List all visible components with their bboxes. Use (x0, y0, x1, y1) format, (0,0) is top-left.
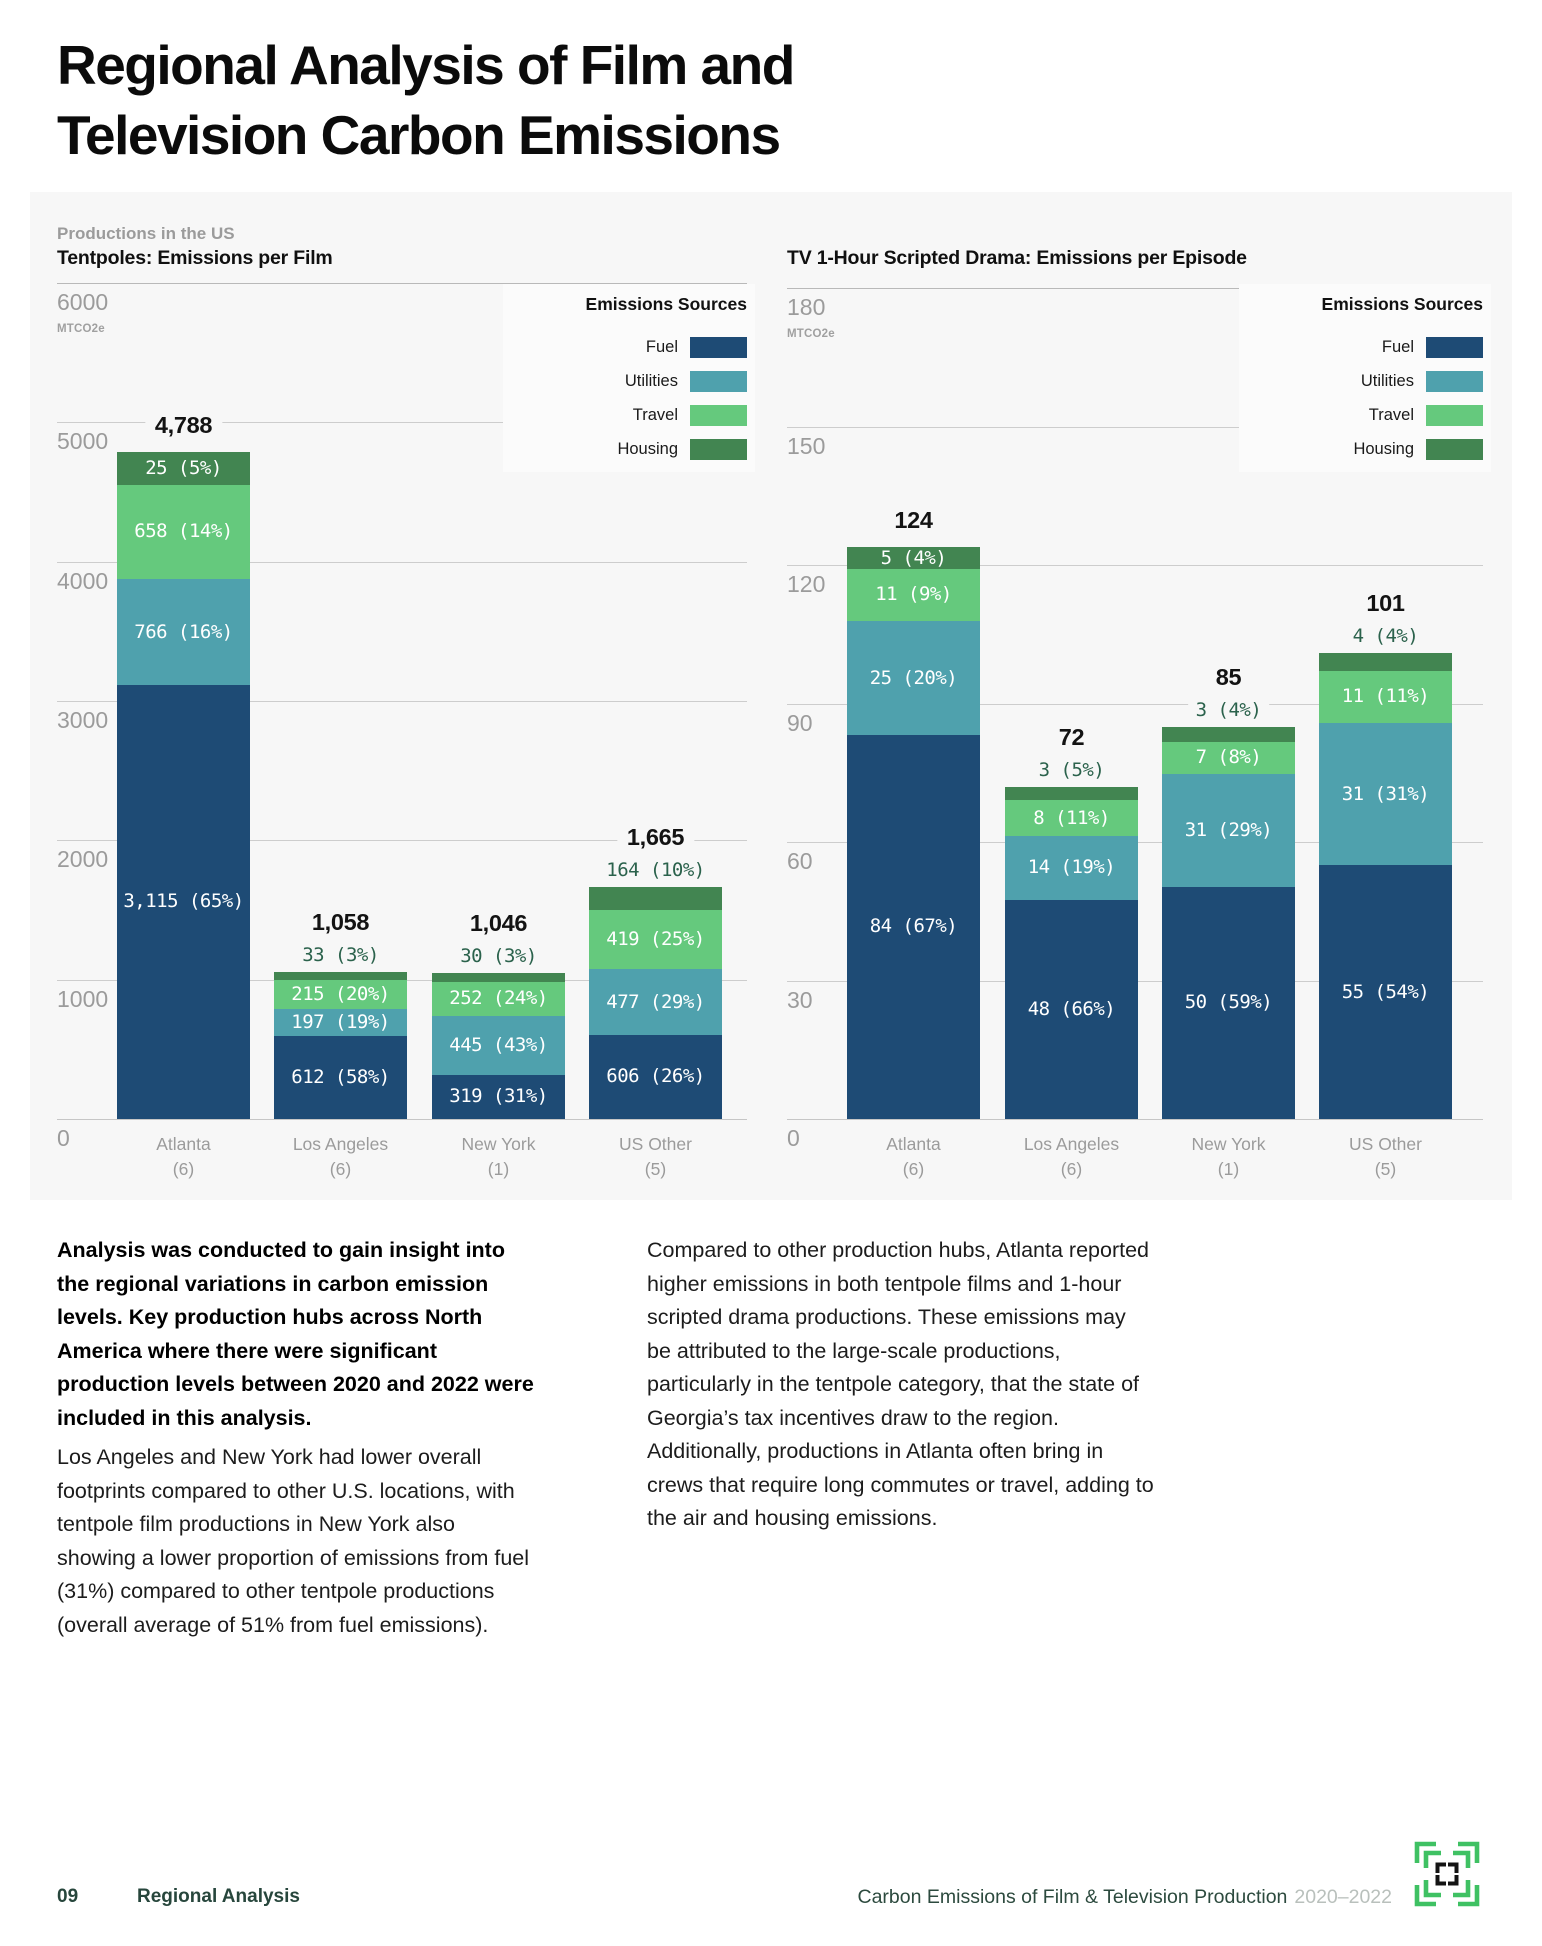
legend (447, 286, 747, 470)
legend-item-label: Travel (632, 406, 678, 424)
bar-total-label: 101 (1356, 589, 1414, 617)
bar-segment-housing (274, 972, 407, 981)
legend-swatch-housing (690, 439, 747, 460)
y-axis-tick-label: 60 (787, 848, 813, 874)
x-axis-category-label: New York (1) (1191, 1134, 1266, 1179)
bar-segment-label: 445 (43%) (449, 1033, 548, 1056)
legend-item-utilities (1361, 371, 1483, 392)
x-axis-category-label: US Other (5) (619, 1134, 692, 1179)
bar-segment-label: 477 (29%) (606, 990, 705, 1013)
body-paragraph-atlanta: Compared to other production hubs, Atlanta reported higher emissions in both tentpole films and 1-hour scripted drama productions. These emissions may be attributed to the large-scale productions, particularly in the tentpole category, that the state of Georgia’s tax incentives draw to the region. Additionally, productions in Atlanta often bring in crews that require long commutes or travel, adding to the air and housing emissions. (647, 1238, 1154, 1530)
bar-segment-label: 252 (24%) (449, 986, 548, 1009)
y-axis-tick-label: 0 (787, 1125, 800, 1151)
bar-segment-label: 5 (4%) (880, 546, 947, 569)
legend-swatch-fuel (690, 337, 747, 358)
y-axis-tick-label: 4000 (57, 567, 109, 594)
legend-swatch-travel (1426, 405, 1483, 426)
y-axis-tick-label: 2000 (57, 846, 109, 873)
legend-item-label: Travel (1368, 406, 1414, 424)
page-title (57, 30, 794, 170)
bar-housing-label: 3 (5%) (1031, 757, 1113, 783)
bar-segment-housing (432, 973, 565, 982)
legend (1183, 286, 1483, 470)
body-paragraph-la-ny: Los Angeles and New York had lower overall footprints compared to other U.S. locations, with tentpole film productions in New York also showing a lower proportion of emissions from fuel (31%) compared to other tentpole productions (overall average of 51% from fuel emissions). (57, 1445, 530, 1637)
footer-page-number: 09 (57, 1886, 79, 1907)
bar-segment-label: 31 (31%) (1341, 782, 1430, 805)
legend-item-housing (1353, 439, 1483, 460)
bar-segment-housing (1005, 787, 1138, 800)
x-axis-category-label: Los Angeles (6) (292, 1134, 389, 1179)
bar-total-label: 124 (884, 506, 942, 534)
legend-swatch-travel (690, 405, 747, 426)
legend-item-label: Fuel (645, 338, 678, 356)
x-axis-category-label: Atlanta (6) (156, 1134, 211, 1179)
bar-segment-label: 11 (9%) (875, 583, 952, 606)
y-axis-tick-label: 150 (787, 432, 826, 459)
legend-item-label: Housing (617, 440, 678, 458)
bar-housing-label: 3 (4%) (1188, 697, 1270, 723)
bar-segment-label: 14 (19%) (1027, 856, 1116, 879)
bar-segment-label: 55 (54%) (1341, 980, 1430, 1003)
bar-total-label: 72 (1049, 723, 1095, 751)
legend-swatch-fuel (1426, 337, 1483, 358)
bar-segment-label: 48 (66%) (1027, 997, 1116, 1020)
bar-segment-label: 31 (29%) (1184, 818, 1273, 841)
legend-item-label: Utilities (624, 372, 678, 390)
bar-segment-label: 7 (8%) (1195, 746, 1262, 769)
y-axis-unit-label: MTCO2e (57, 323, 105, 335)
gridline (57, 1119, 747, 1120)
bar-segment-label: 658 (14%) (134, 520, 233, 543)
legend-item-housing (617, 439, 747, 460)
y-axis-unit-label: MTCO2e (787, 328, 835, 340)
legend-swatch-utilities (690, 371, 747, 392)
legend-item-label: Housing (1353, 440, 1414, 458)
bar-segment-label: 3,115 (65%) (123, 890, 244, 913)
bar-segment-housing (1319, 653, 1452, 672)
legend-item-travel (1369, 405, 1483, 426)
bar-total-label: 1,058 (302, 908, 379, 936)
bar-housing-label: 164 (10%) (598, 857, 712, 883)
bar-segment-label: 84 (67%) (869, 915, 958, 938)
bar-segment-label: 766 (16%) (134, 620, 233, 643)
y-axis-tick-label: 30 (787, 986, 813, 1013)
page-title-line2: Television Carbon Emissions (57, 104, 780, 166)
x-axis-category-label: US Other (5) (1349, 1134, 1422, 1179)
viewfinder-frame-logo-icon (1414, 1841, 1480, 1907)
bar-segment-label: 25 (5%) (145, 456, 222, 479)
x-axis-category-label: New York (1) (461, 1134, 536, 1179)
footer-doc-title (857, 1886, 1392, 1909)
legend-item-travel (633, 405, 747, 426)
legend-item-fuel (646, 337, 747, 358)
bar-segment-label: 11 (11%) (1341, 685, 1430, 708)
bar-housing-label: 4 (4%) (1345, 623, 1427, 649)
bar-segment-label: 8 (11%) (1033, 806, 1110, 829)
bar-segment-housing (589, 887, 722, 910)
bar-segment-label: 50 (59%) (1184, 991, 1273, 1014)
legend-swatch-housing (1426, 439, 1483, 460)
y-axis-tick-label: 3000 (57, 707, 109, 733)
legend-title: Emissions Sources (585, 294, 747, 314)
footer-doc-title-text: Carbon Emissions of Film & Television Production (857, 1886, 1288, 1908)
page-title-line1: Regional Analysis of Film and (57, 34, 794, 96)
bar-segment-label: 197 (19%) (291, 1010, 390, 1033)
bar-segment-label: 215 (20%) (291, 983, 390, 1006)
y-axis-tick-label: 120 (787, 571, 826, 597)
bar-segment-label: 419 (25%) (606, 928, 705, 951)
bar-segment-housing (1162, 727, 1295, 743)
x-axis-category-label: Los Angeles (6) (1023, 1134, 1120, 1179)
x-axis-category-label: Atlanta (6) (886, 1134, 941, 1179)
legend-item-label: Utilities (1360, 372, 1414, 390)
bar-segment-label: 612 (58%) (291, 1066, 390, 1089)
y-axis-tick-label: 90 (787, 709, 813, 736)
bar-segment-label: 25 (20%) (869, 666, 958, 689)
legend-item-label: Fuel (1381, 338, 1414, 356)
body-paragraph-intro: Analysis was conducted to gain insight into the regional variations in carbon emission levels. Key production hubs across North America where there were significant production levels between 2020 and 2022 were included in this analysis. (57, 1238, 534, 1430)
bar-total-label: 1,665 (617, 823, 694, 851)
legend-title: Emissions Sources (1321, 294, 1483, 314)
footer-section-label: Regional Analysis (137, 1886, 300, 1907)
footer-years: 2020–2022 (1294, 1886, 1392, 1908)
legend-item-fuel (1382, 337, 1483, 358)
bar-total-label: 1,046 (460, 909, 537, 937)
y-axis-tick-label: 5000 (57, 428, 109, 455)
bar-total-label: 4,788 (145, 411, 222, 439)
bar-housing-label: 33 (3%) (294, 942, 387, 968)
bar-total-label: 85 (1206, 663, 1252, 691)
charts-eyebrow: Productions in the US (57, 224, 235, 243)
legend-item-utilities (625, 371, 747, 392)
y-axis-max-label: 180 MTCO2e (787, 295, 835, 347)
bar-segment-label: 606 (26%) (606, 1065, 705, 1088)
chart-title-tentpoles: Tentpoles: Emissions per Film (57, 247, 333, 269)
chart-title-tv-drama: TV 1-Hour Scripted Drama: Emissions per Episode (787, 247, 1247, 269)
legend-swatch-utilities (1426, 371, 1483, 392)
bar-housing-label: 30 (3%) (452, 943, 545, 969)
bar-segment-label: 319 (31%) (449, 1085, 548, 1108)
y-axis-max-label: 6000 MTCO2e (57, 290, 108, 342)
y-axis-tick-label: 1000 (57, 985, 109, 1012)
gridline (787, 1119, 1483, 1120)
y-axis-tick-label: 0 (57, 1125, 70, 1151)
